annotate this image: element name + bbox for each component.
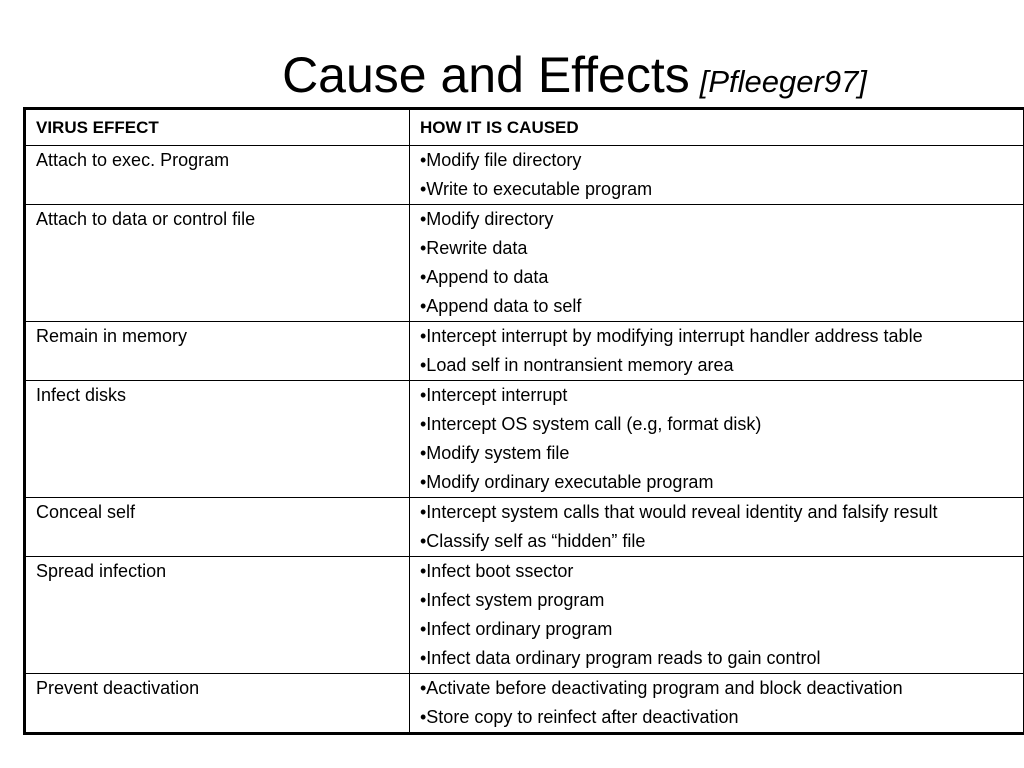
table-row xyxy=(26,205,1024,322)
cause-item: •Activate before deactivating program and block deactivation xyxy=(420,678,903,698)
cause-cell xyxy=(410,557,1024,674)
table-row xyxy=(26,557,1024,674)
table-row xyxy=(26,674,1024,733)
virus-effect-text: Attach to data or control file xyxy=(36,209,256,229)
virus-effect-cell xyxy=(26,205,410,322)
table-body xyxy=(26,146,1024,733)
cause-effect-table xyxy=(25,109,1024,733)
cause-item: •Modify file directory xyxy=(420,150,582,170)
cause-item: •Intercept interrupt xyxy=(420,385,568,405)
cause-item: •Modify system file xyxy=(420,443,570,463)
virus-effect-text: Remain in memory xyxy=(36,326,188,346)
virus-effect-cell xyxy=(26,498,410,557)
cause-item: •Intercept interrupt by modifying interrupt handler address table xyxy=(420,326,923,346)
cause-cell xyxy=(410,146,1024,205)
slide-title xyxy=(0,40,1024,110)
cause-item: •Infect data ordinary program reads to gain control xyxy=(420,648,821,668)
cause-cell xyxy=(410,381,1024,498)
table-row xyxy=(26,498,1024,557)
virus-effect-cell xyxy=(26,674,410,733)
virus-effect-cell xyxy=(26,381,410,498)
table-header-row xyxy=(26,110,1024,146)
virus-effect-text: Spread infection xyxy=(36,561,167,581)
header-virus-effect: VIRUS EFFECT xyxy=(26,110,410,146)
cause-item: •Infect ordinary program xyxy=(420,619,613,639)
table-row xyxy=(26,381,1024,498)
title-main: Cause and Effects xyxy=(282,47,690,103)
table-row xyxy=(26,146,1024,205)
virus-effect-text: Attach to exec. Program xyxy=(36,150,230,170)
header-how-caused: HOW IT IS CAUSED xyxy=(410,110,1024,146)
cause-item: •Modify directory xyxy=(420,209,554,229)
virus-effect-cell xyxy=(26,557,410,674)
cause-cell xyxy=(410,498,1024,557)
cause-item: •Load self in nontransient memory area xyxy=(420,355,734,375)
virus-effect-cell xyxy=(26,322,410,381)
cause-cell xyxy=(410,674,1024,733)
virus-effect-text: Conceal self xyxy=(36,502,136,522)
cause-item: •Intercept OS system call (e.g, format disk) xyxy=(420,414,762,434)
cause-item: •Classify self as “hidden” file xyxy=(420,531,646,551)
virus-effect-cell xyxy=(26,146,410,205)
cause-item: •Write to executable program xyxy=(420,179,653,199)
cause-item: •Append to data xyxy=(420,267,549,287)
virus-effect-text: Infect disks xyxy=(36,385,127,405)
cause-item: •Intercept system calls that would reveal identity and falsify result xyxy=(420,502,938,522)
cause-item: •Modify ordinary executable program xyxy=(420,472,714,492)
cause-item: •Infect system program xyxy=(420,590,605,610)
cause-item: •Append data to self xyxy=(420,296,582,316)
virus-effect-text: Prevent deactivation xyxy=(36,678,200,698)
title-citation: [Pfleeger97] xyxy=(699,64,867,99)
cause-cell xyxy=(410,205,1024,322)
cause-cell xyxy=(410,322,1024,381)
table-row xyxy=(26,322,1024,381)
cause-item: •Infect boot ssector xyxy=(420,561,574,581)
cause-item: •Store copy to reinfect after deactivation xyxy=(420,707,739,727)
cause-item: •Rewrite data xyxy=(420,238,528,258)
